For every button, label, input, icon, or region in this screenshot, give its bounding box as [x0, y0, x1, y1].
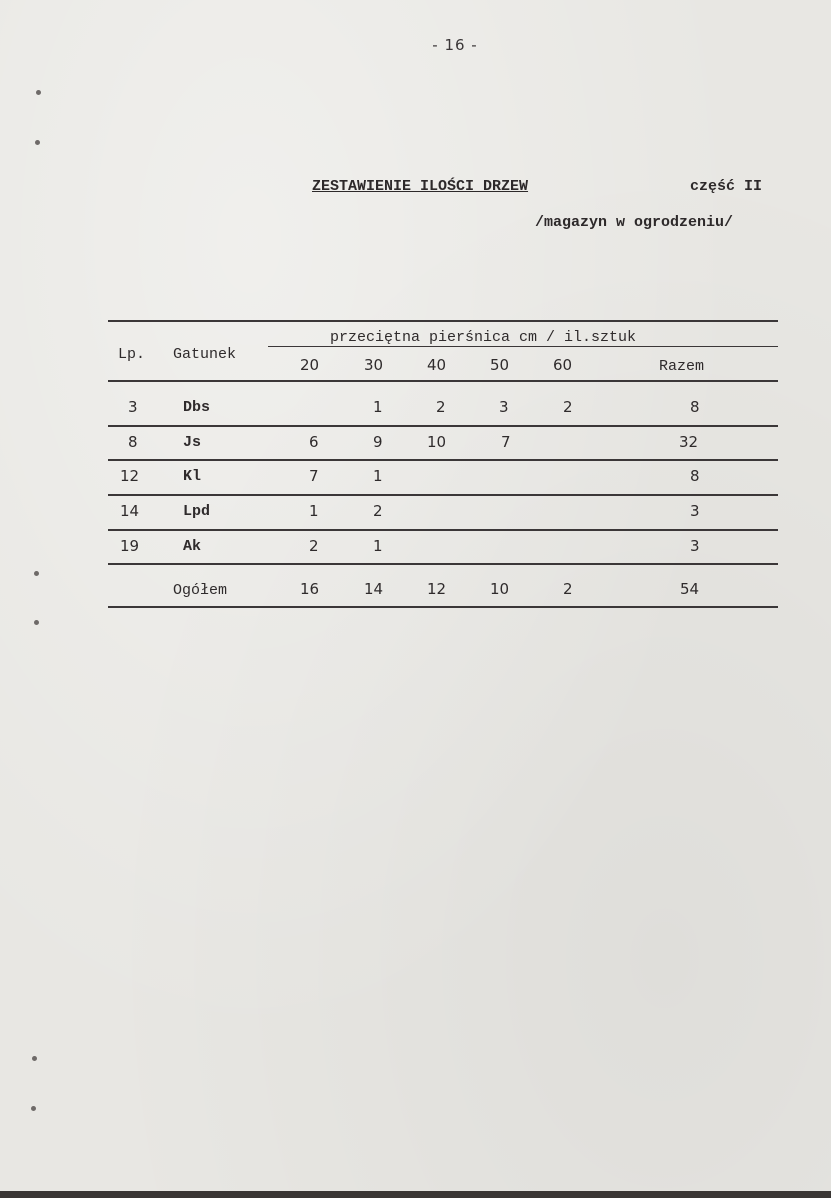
document-title: ZESTAWIENIE ILOŚCI DRZEW: [312, 178, 529, 195]
header-size-60: 60: [553, 356, 573, 374]
row-c20: 2: [309, 537, 319, 555]
document-subtitle: /magazyn w ogrodzeniu/: [535, 214, 734, 231]
row-lp: 3: [128, 398, 138, 416]
row-c20: 1: [309, 502, 319, 520]
summary-c40: 12: [427, 580, 447, 598]
row-c30: 2: [373, 502, 383, 520]
row-c50: 3: [499, 398, 509, 416]
row-c30: 1: [373, 467, 383, 485]
row-c60: 2: [563, 398, 573, 416]
header-species: Gatunek: [173, 346, 237, 363]
row-c40: 10: [427, 433, 447, 451]
row-total: 8: [690, 398, 700, 416]
punch-hole-mark: [31, 1106, 36, 1111]
row-lp: 14: [120, 502, 140, 520]
row-total: 3: [690, 537, 700, 555]
row-total: 3: [690, 502, 700, 520]
row-c40: 2: [436, 398, 446, 416]
row-c30: 1: [373, 537, 383, 555]
summary-label: Ogółem: [173, 582, 228, 599]
row-rule: [108, 425, 778, 427]
scan-bottom-edge: [0, 1191, 831, 1198]
header-bottom-rule: [108, 380, 778, 382]
row-species: Kl: [183, 468, 202, 485]
page-number: - 16 -: [432, 36, 478, 54]
punch-hole-mark: [35, 140, 40, 145]
summary-c60: 2: [563, 580, 573, 598]
summary-c20: 16: [300, 580, 320, 598]
row-rule: [108, 494, 778, 496]
punch-hole-mark: [34, 620, 39, 625]
header-group-rule: [268, 346, 778, 347]
summary-c50: 10: [490, 580, 510, 598]
header-size-40: 40: [427, 356, 447, 374]
header-size-30: 30: [364, 356, 384, 374]
row-c20: 6: [309, 433, 319, 451]
row-lp: 8: [128, 433, 138, 451]
row-species: Dbs: [183, 399, 211, 416]
row-total: 8: [690, 467, 700, 485]
punch-hole-mark: [32, 1056, 37, 1061]
row-rule: [108, 529, 778, 531]
punch-hole-mark: [36, 90, 41, 95]
row-c20: 7: [309, 467, 319, 485]
header-lp: Lp.: [118, 346, 146, 363]
document-part: część II: [690, 178, 763, 195]
row-total: 32: [679, 433, 699, 451]
header-size-50: 50: [490, 356, 510, 374]
table-top-rule: [108, 320, 778, 322]
summary-total: 54: [680, 580, 700, 598]
row-species: Js: [183, 434, 202, 451]
row-species: Lpd: [183, 503, 211, 520]
header-diameter-group: przeciętna pierśnica cm / il.sztuk: [330, 329, 637, 346]
row-lp: 19: [120, 537, 140, 555]
punch-hole-mark: [34, 571, 39, 576]
row-c50: 7: [501, 433, 511, 451]
row-lp: 12: [120, 467, 140, 485]
row-c30: 9: [373, 433, 383, 451]
summary-c30: 14: [364, 580, 384, 598]
row-rule: [108, 563, 778, 565]
row-c30: 1: [373, 398, 383, 416]
row-species: Ak: [183, 538, 202, 555]
header-size-20: 20: [300, 356, 320, 374]
table-bottom-rule: [108, 606, 778, 608]
row-rule: [108, 459, 778, 461]
header-total: Razem: [659, 358, 705, 375]
